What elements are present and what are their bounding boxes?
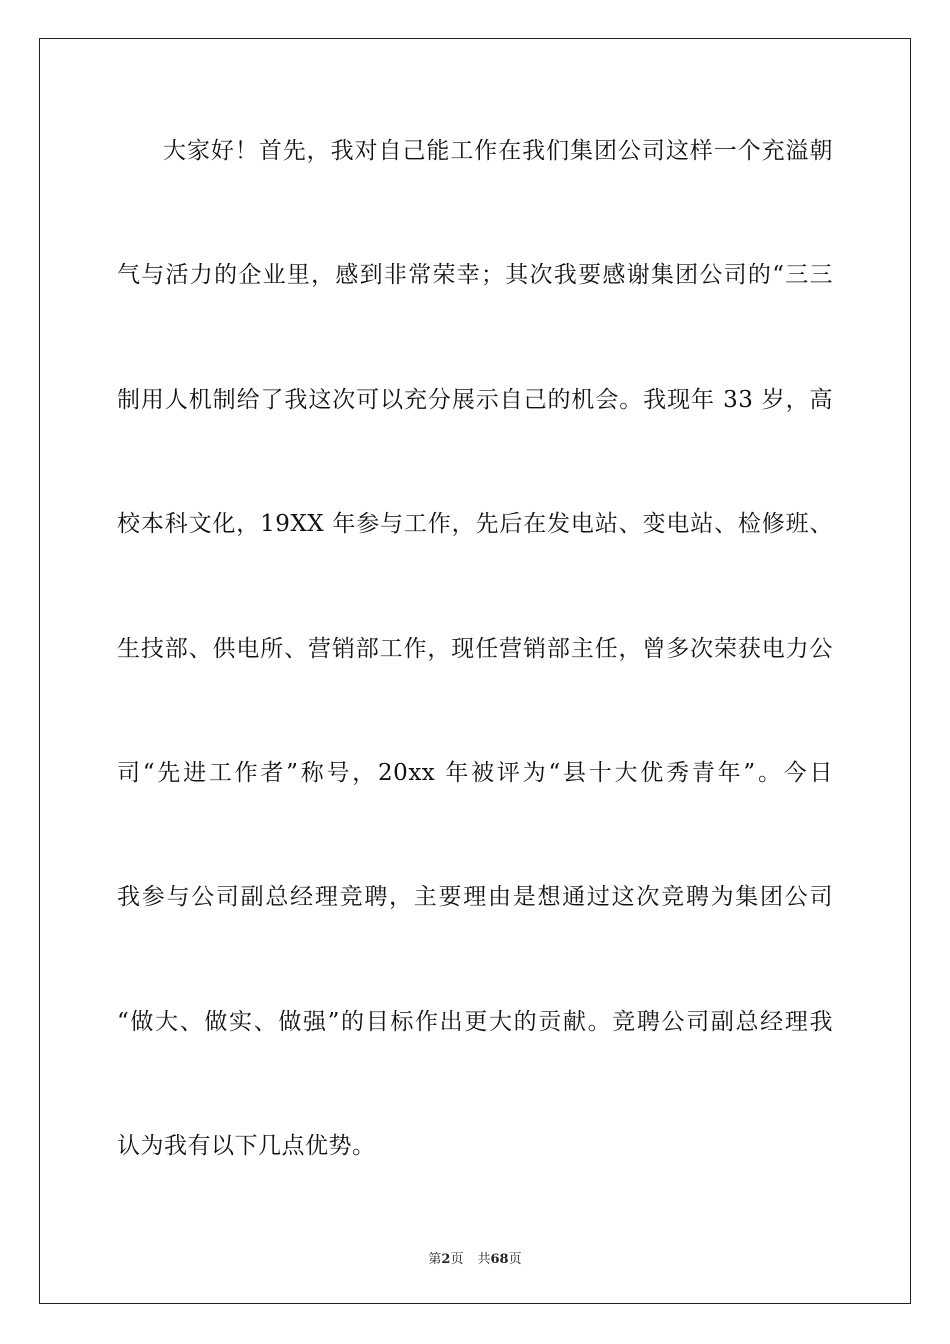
page-total: 68 <box>490 1252 509 1267</box>
paragraph-line-2: 气与活力的企业里，感到非常荣幸；其次我要感谢集团公司的“三三 <box>117 262 833 288</box>
total-unit: 页 <box>508 1252 522 1267</box>
page-unit: 页 <box>450 1252 464 1267</box>
paragraph-line-7: 我参与公司副总经理竞聘，主要理由是想通过这次竞聘为集团公司 <box>117 884 833 910</box>
paragraph-line-6: 司“先进工作者”称号，20xx 年被评为“县十大优秀青年”。今日 <box>117 760 833 786</box>
paragraph-line-8: “做大、做实、做强”的目标作出更大的贡献。竞聘公司副总经理我 <box>117 1009 833 1035</box>
paragraph-line-5: 生技部、供电所、营销部工作，现任营销部主任，曾多次荣获电力公 <box>117 636 833 662</box>
paragraph-line-9: 认为我有以下几点优势。 <box>117 1133 376 1159</box>
page-footer <box>0 1248 950 1267</box>
paragraph-line-1: 大家好！首先，我对自己能工作在我们集团公司这样一个充溢朝 <box>163 138 833 164</box>
total-prefix: 共 <box>477 1252 491 1267</box>
page-prefix: 第 <box>428 1252 442 1267</box>
page-border <box>39 38 911 1304</box>
paragraph-line-3: 制用人机制给了我这次可以充分展示自己的机会。我现年 33 岁，高 <box>117 387 833 413</box>
page-current: 2 <box>441 1252 451 1267</box>
paragraph-line-4: 校本科文化，19XX 年参与工作，先后在发电站、变电站、检修班、 <box>117 511 833 537</box>
